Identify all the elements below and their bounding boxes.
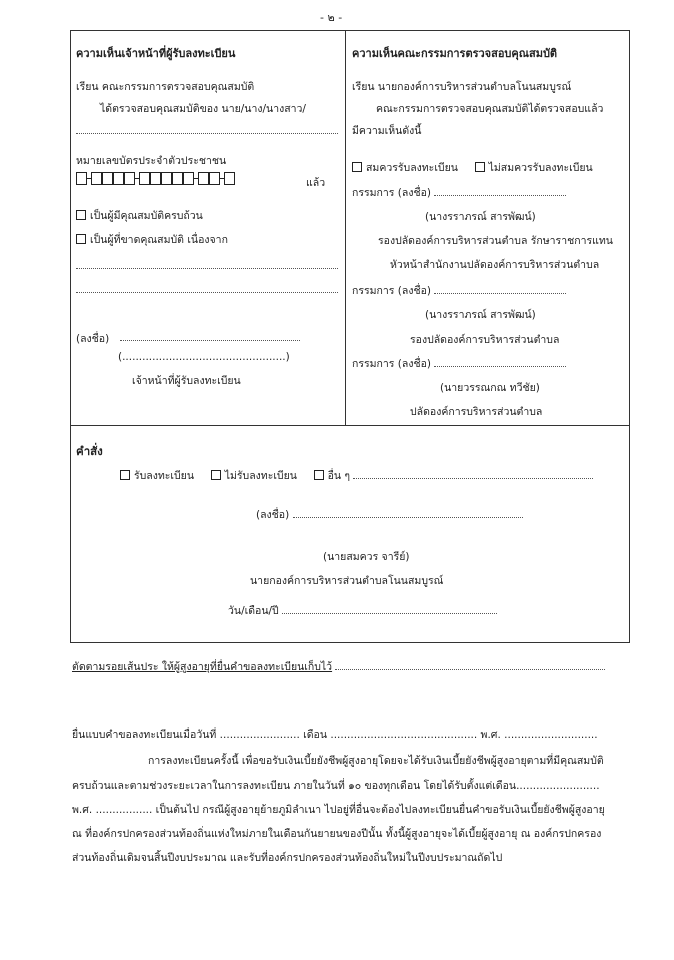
decline-label: ไม่รับลงทะเบียน [224, 470, 297, 482]
officer-salutation: เรียน คณะกรรมการตรวจสอบคุณสมบัติ [76, 81, 255, 93]
officer-opinion-heading: ความเห็นเจ้าหน้าที่ผู้รับลงทะเบียน [76, 47, 236, 60]
committee-opinion-heading: ความเห็นคณะกรรมการตรวจสอบคุณสมบัติ [352, 47, 558, 60]
id-card-label: หมายเลขบัตรประจำตัวประชาชน [76, 155, 227, 167]
order-date-field[interactable] [282, 603, 497, 614]
committee-member2-label: กรรมการ (ลงชื่อ) [352, 285, 431, 297]
cut-line-label: ตัดตามรอยเส้นประ ให้ผู้สูงอายุที่ยื่นคำขอลงทะเบียนเก็บไว้ [72, 661, 333, 673]
other-reason-field[interactable] [353, 468, 593, 479]
checked-person-label: ได้ตรวจสอบคุณสมบัติของ นาย/นาง/นางสาว/ [100, 103, 306, 115]
approve-label: สมควรรับลงทะเบียน [366, 162, 458, 174]
reject-label: ไม่สมควรรับลงทะเบียน [488, 162, 593, 174]
committee-member3-title: ปลัดองค์การบริหารส่วนตำบล [410, 406, 543, 418]
officer-sign-label: (ลงชื่อ) [76, 333, 110, 345]
committee-member1-name: (นางรราภรณ์ สารพัฒน์) [425, 211, 536, 223]
reason-field-1[interactable] [76, 258, 338, 269]
receipt-paragraph-line4: ณ ที่องค์กรปกครองส่วนท้องถิ่นแห่งใหม่ภายในเดือนกันยายนของปีนั้น ทั้งนี้ผู้สูงอายุจะได้เบี้ยผู้สูงอายุ ณ องค์กรปกครอง [72, 828, 602, 840]
committee-member3-label: กรรมการ (ลงชื่อ) [352, 358, 431, 370]
accept-label: รับลงทะเบียน [134, 470, 195, 482]
committee-member2-signature[interactable] [434, 283, 566, 294]
receipt-paragraph-line3: พ.ศ. ................. เป็นต้นไป กรณีผู้สูงอายุย้ายภูมิลำเนา ไปอยู่ที่อื่นจะต้องไปลงทะเบียนยื่นคำขอรับเงินเบี้ยยังชีพผู้สูงอายุ [72, 804, 605, 816]
committee-member2-title: รองปลัดองค์การบริหารส่วนตำบล [410, 334, 560, 346]
committee-salutation: เรียน นายกองค์การบริหารส่วนตำบลโนนสมบูรณ์ [352, 81, 572, 93]
approve-checkbox[interactable] [352, 162, 362, 172]
order-heading: คำสั่ง [76, 444, 103, 458]
receipt-paragraph-line5: ส่วนท้องถิ่นเดิมจนสิ้นปีงบประมาณ และรับที่องค์กรปกครองส่วนท้องถิ่นใหม่ในปีงบประมาณถัดไป [72, 852, 503, 864]
id-suffix-label: แล้ว [306, 177, 326, 189]
committee-checked-line: คณะกรรมการตรวจสอบคุณสมบัติได้ตรวจสอบแล้ว [376, 103, 604, 115]
unqualified-checkbox[interactable] [76, 234, 86, 244]
unqualified-label: เป็นผู้ที่ขาดคุณสมบัติ เนื่องจาก [90, 234, 228, 246]
committee-member3-name: (นายวรรณกณ ทวีชัย) [440, 382, 540, 394]
accept-checkbox[interactable] [120, 470, 130, 480]
reason-field-2[interactable] [76, 282, 338, 293]
committee-opinion-line: มีความเห็นดังนี้ [352, 125, 422, 137]
committee-member1-label: กรรมการ (ลงชื่อ) [352, 187, 431, 199]
qualified-checkbox[interactable] [76, 210, 86, 220]
officer-title: เจ้าหน้าที่ผู้รับลงทะเบียน [132, 375, 241, 387]
order-signer-title: นายกองค์การบริหารส่วนตำบลโนนสมบูรณ์ [250, 575, 444, 587]
page-number: - ๒ - [320, 11, 343, 24]
id-number-boxes[interactable] [76, 172, 235, 186]
submission-date-line[interactable]: ยื่นแบบคำขอลงทะเบียนเมื่อวันที่ ........................ เดือน ............................................ พ.ศ. ............................ [72, 729, 598, 741]
order-date-label: วัน/เดือน/ปี [228, 605, 279, 617]
officer-signature-field[interactable] [120, 330, 300, 341]
committee-member2-name: (นางรราภรณ์ สารพัฒน์) [425, 309, 536, 321]
reject-checkbox[interactable] [475, 162, 485, 172]
other-label: อื่น ๆ [327, 470, 351, 482]
order-signer-name: (นายสมควร จารีย์) [323, 551, 410, 563]
cut-line [335, 659, 605, 670]
committee-member1-signature[interactable] [434, 185, 566, 196]
order-sign-label: (ลงชื่อ) [256, 509, 290, 521]
order-signature-field[interactable] [293, 507, 523, 518]
person-name-field[interactable] [76, 123, 338, 134]
column-divider [345, 30, 346, 426]
other-checkbox[interactable] [314, 470, 324, 480]
decline-checkbox[interactable] [211, 470, 221, 480]
receipt-paragraph-line2: ครบถ้วนและตามช่วงระยะเวลาในการลงทะเบียน ภายในวันที่ ๑๐ ของทุกเดือน โดยได้รับตั้งแต่เดือน......................... [72, 780, 600, 792]
officer-name-parentheses[interactable]: (.................................................) [118, 351, 290, 363]
committee-member1-title2: หัวหน้าสำนักงานปลัดองค์การบริหารส่วนตำบล [390, 259, 600, 271]
committee-member1-title1: รองปลัดองค์การบริหารส่วนตำบล รักษาราชการแทน [378, 235, 613, 247]
committee-member3-signature[interactable] [434, 356, 566, 367]
receipt-paragraph-line1: การลงทะเบียนครั้งนี้ เพื่อขอรับเงินเบี้ยยังชีพผู้สูงอายุโดยจะได้รับเงินเบี้ยยังชีพผู้สูงอายุตามที่มีคุณสมบัติ [148, 755, 604, 767]
qualified-label: เป็นผู้มีคุณสมบัติครบถ้วน [90, 210, 203, 222]
